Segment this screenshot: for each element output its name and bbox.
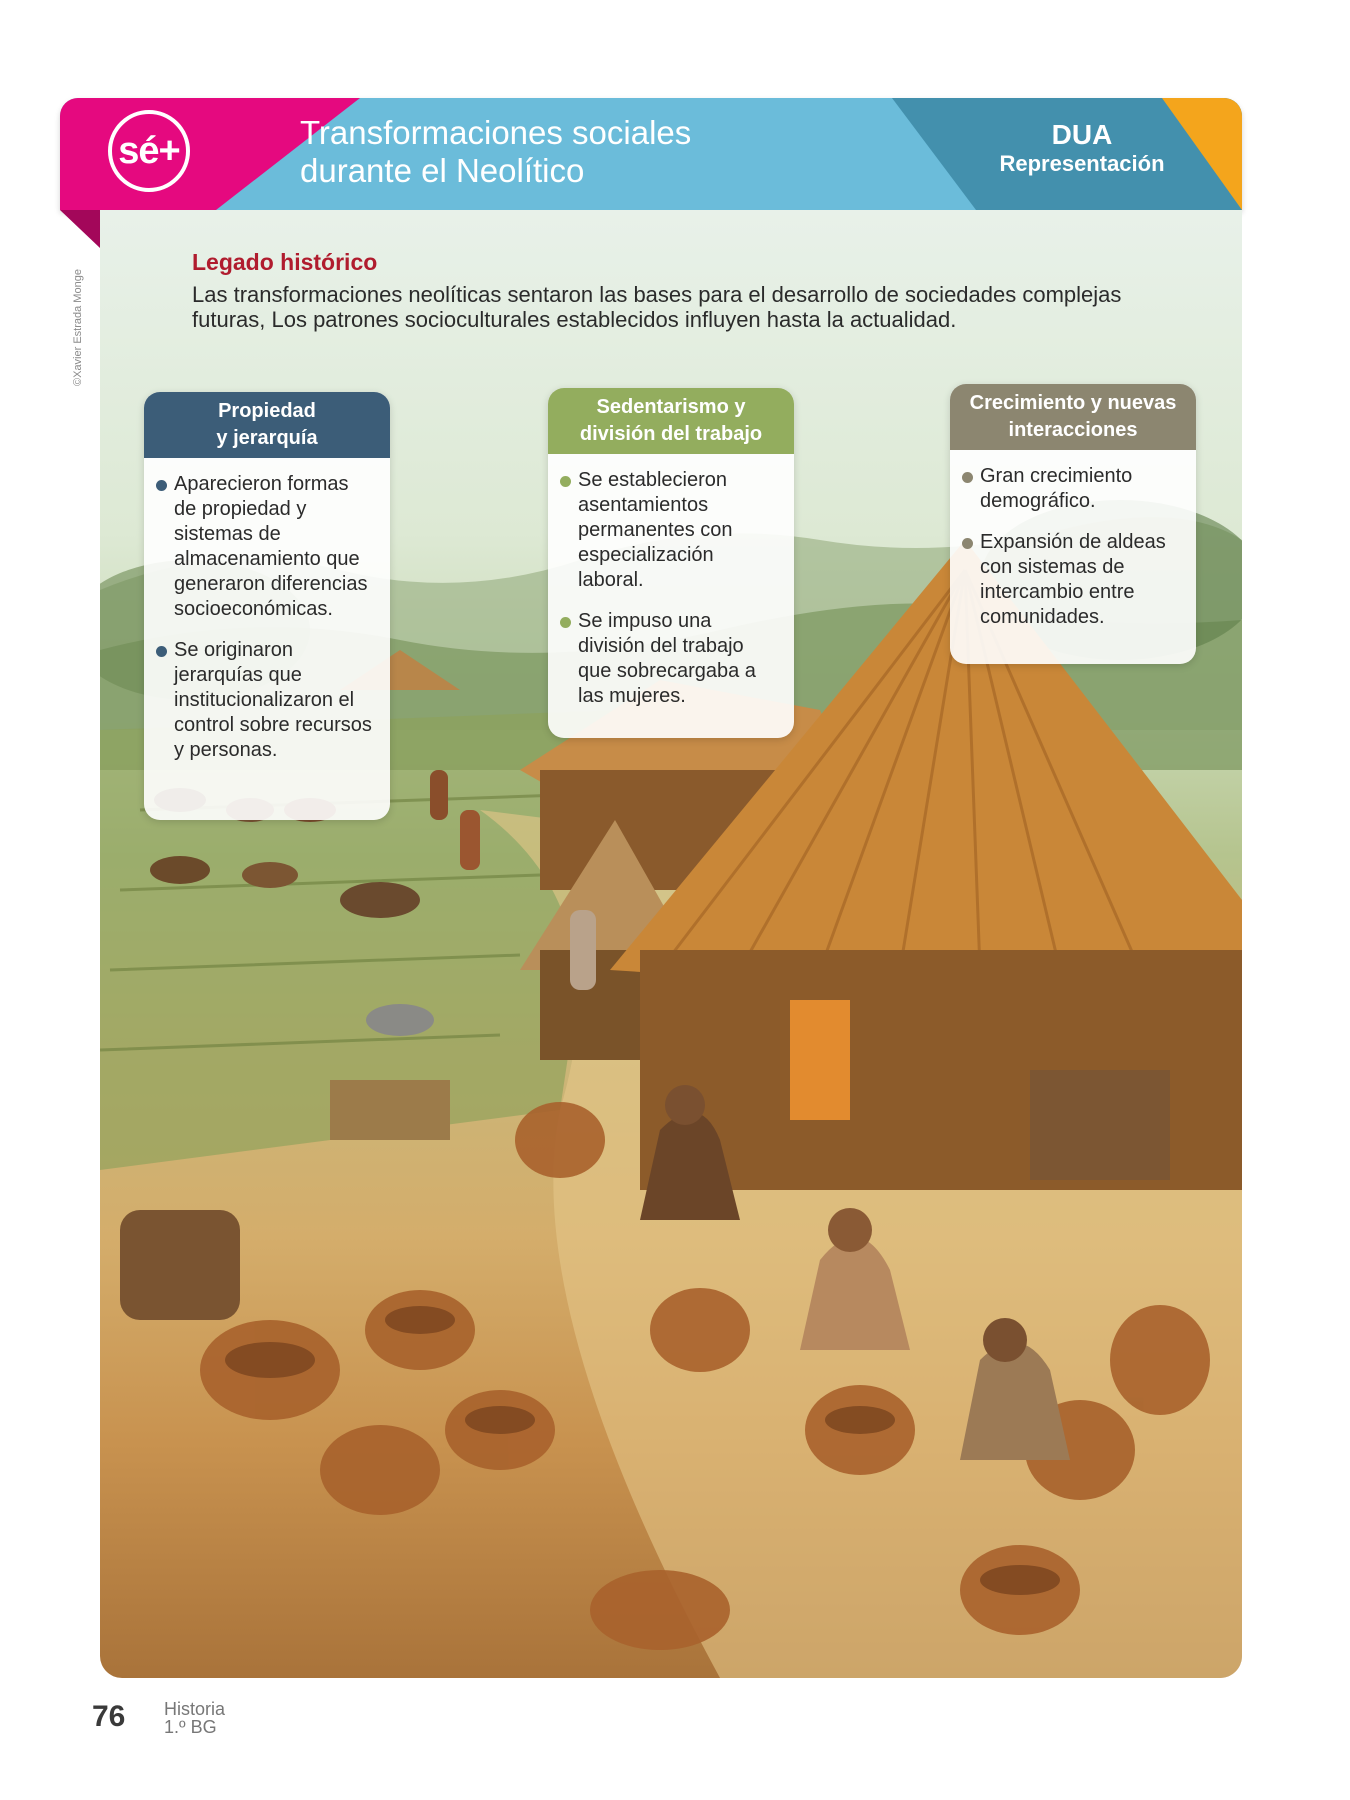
legado-text: Las transformaciones neolíticas sentaron las bases para el desarrollo de sociedades complejas futuras, Los patrones socioculturales establecidos influyen hasta la actualidad. <box>192 282 1122 332</box>
list-item-text: Se impuso una división del trabajo que sobrecargaba a las mujeres. <box>578 610 756 707</box>
subject-grade: 1.º BG <box>164 1717 217 1737</box>
list-item <box>962 530 1182 630</box>
header-banner <box>60 98 1242 210</box>
legado-title: Legado histórico <box>192 249 378 275</box>
page-number: 76 <box>92 1700 126 1733</box>
list-item <box>560 468 780 593</box>
card-title-line2: división del trabajo <box>579 423 763 445</box>
list-item <box>156 472 376 622</box>
card-crecimiento <box>950 384 1196 664</box>
list-item-text: Se establecieron asentamientos permanentes con especialización laboral. <box>578 469 733 591</box>
bullet-icon <box>962 472 973 483</box>
dua-badge-subtitle: Representación <box>999 151 1165 176</box>
card-title-line2: y jerarquía <box>216 427 318 449</box>
card-title-line1: Crecimiento y nuevas <box>969 392 1177 414</box>
bullet-icon <box>962 538 973 549</box>
list-item-text: Gran crecimiento demográfico. <box>980 465 1133 512</box>
illustration-credit: ©Xavier Estrada Monge <box>72 269 84 386</box>
bullet-icon <box>156 646 167 657</box>
legado-section <box>192 248 1152 332</box>
subject-name: Historia <box>164 1699 226 1719</box>
card-header <box>548 388 794 454</box>
list-item-text: Expansión de aldeas con sistemas de intercambio entre comunidades. <box>980 531 1166 628</box>
list-item <box>962 464 1182 514</box>
page-title-line2: durante el Neolítico <box>300 152 585 189</box>
bullet-icon <box>156 480 167 491</box>
dua-badge <box>982 120 1182 178</box>
bullet-icon <box>560 476 571 487</box>
list-item <box>560 609 780 709</box>
bullet-icon <box>560 617 571 628</box>
card-propiedad-jerarquia <box>144 392 390 820</box>
page-title-line1: Transformaciones sociales <box>300 114 692 151</box>
list-item-text: Se originaron jerarquías que institucionalizaron el control sobre recursos y personas. <box>174 639 372 761</box>
page-title <box>300 114 820 190</box>
header-fold <box>60 210 100 248</box>
subject-label <box>164 1700 225 1736</box>
card-sedentarismo <box>548 388 794 738</box>
card-title-line2: interacciones <box>1008 419 1138 441</box>
card-header <box>950 384 1196 450</box>
card-title-line1: Sedentarismo y <box>596 396 746 418</box>
card-header <box>144 392 390 458</box>
card-list <box>950 450 1196 644</box>
card-list <box>144 458 390 777</box>
se-plus-logo: sé+ <box>108 110 190 192</box>
list-item-text: Aparecieron formas de propiedad y sistemas de almacenamiento que generaron diferencias socioeconómicas. <box>174 473 368 620</box>
card-list <box>548 454 794 723</box>
card-title-line1: Propiedad <box>218 400 316 422</box>
dua-badge-title: DUA <box>1051 119 1113 150</box>
list-item <box>156 638 376 763</box>
